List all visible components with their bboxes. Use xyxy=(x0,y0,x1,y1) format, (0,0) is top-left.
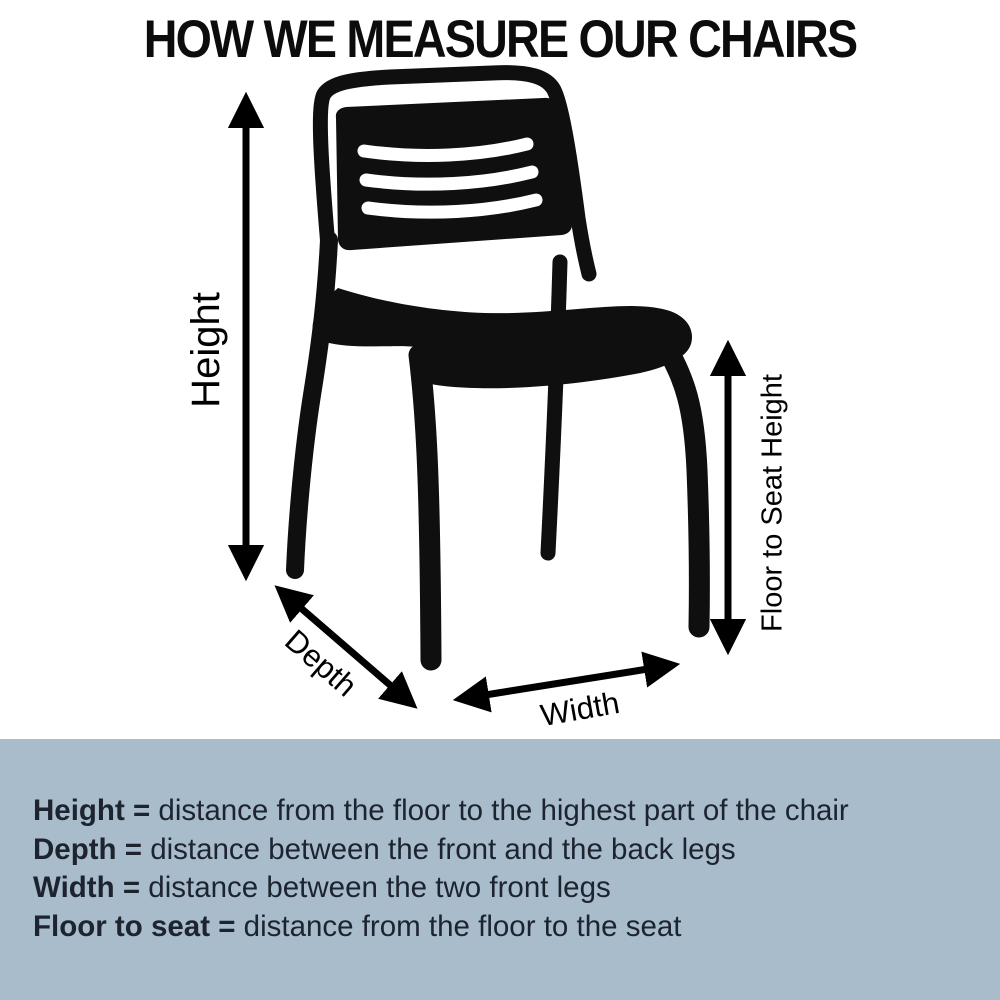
definition-row-height xyxy=(33,792,980,831)
chair-front-left-leg xyxy=(419,355,431,660)
definitions-panel xyxy=(0,739,1000,1000)
chair-front-right-leg xyxy=(668,350,699,627)
width-label: Width xyxy=(537,684,623,734)
definition-term: Height = xyxy=(33,794,151,827)
definition-text: distance between the front and the back legs xyxy=(150,832,736,866)
height-label: Height xyxy=(184,292,228,408)
chair-illustration xyxy=(295,73,699,660)
definition-row-depth xyxy=(33,831,980,870)
definition-text: distance from the floor to the highest part of the chair xyxy=(158,794,849,827)
floor-to-seat-height-label: Floor to Seat Height xyxy=(756,374,789,632)
definition-term: Floor to seat = xyxy=(33,909,236,943)
definition-row-floor-to-seat xyxy=(33,908,980,947)
page-title: HOW WE MEASURE OUR CHAIRS xyxy=(143,10,857,69)
definition-term: Depth = xyxy=(33,832,142,866)
chair-back-right-leg xyxy=(548,262,560,553)
depth-label: Depth xyxy=(278,622,364,704)
definition-text: distance between the two front legs xyxy=(148,871,611,904)
definition-row-width xyxy=(33,869,980,908)
chair-back-left-leg xyxy=(295,240,329,570)
definition-term: Width = xyxy=(33,871,141,904)
chair-seat xyxy=(313,288,692,388)
definition-text: distance from the floor to the seat xyxy=(243,909,682,943)
